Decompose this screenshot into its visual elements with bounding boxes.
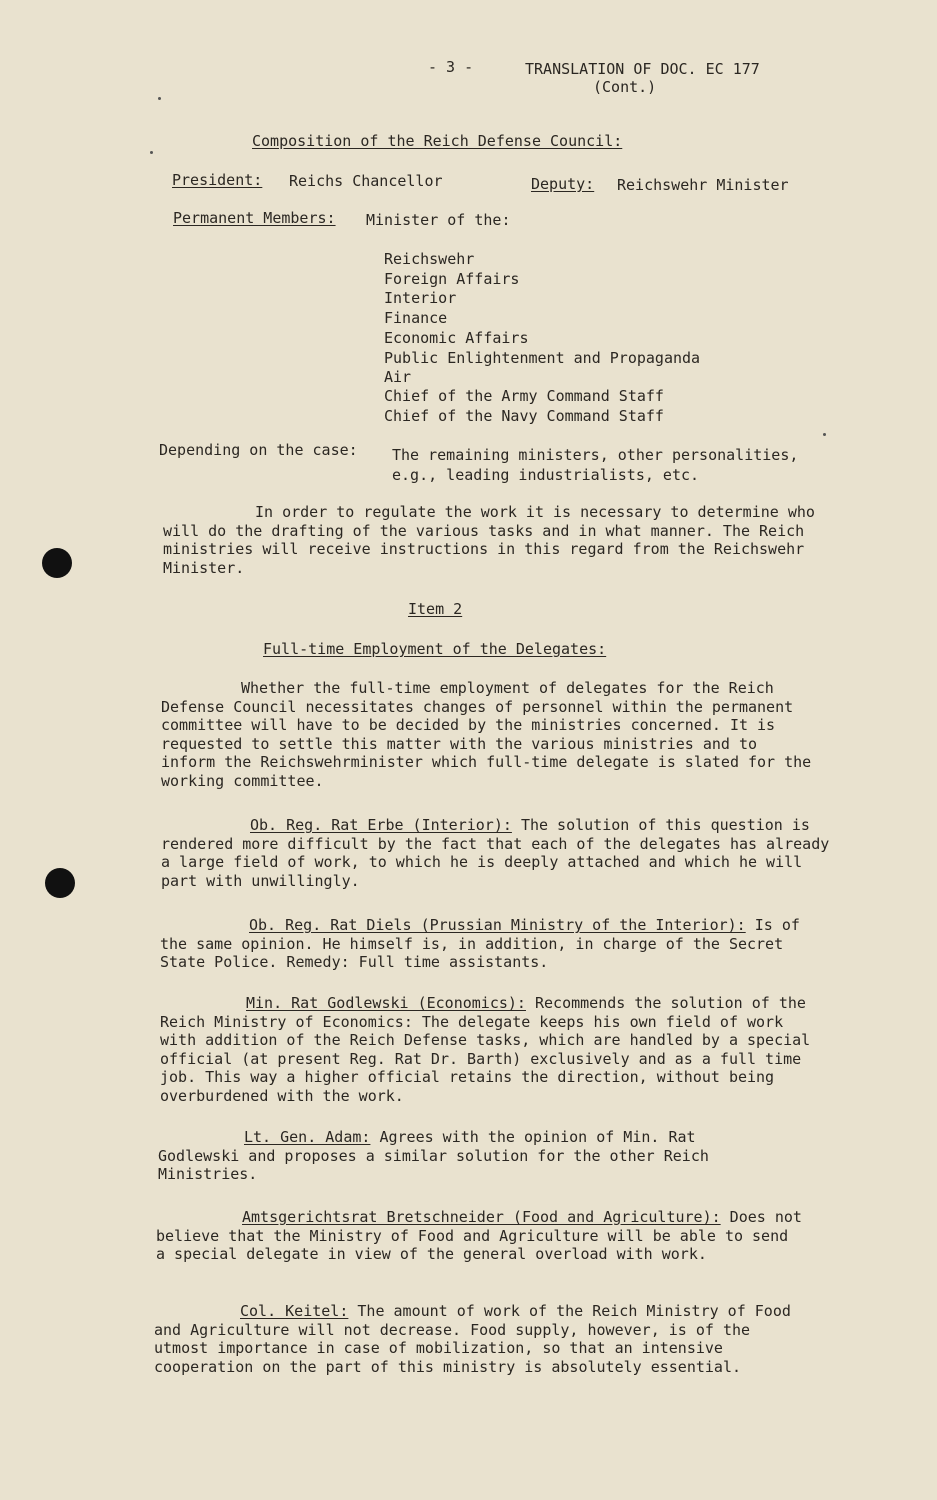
list-item: Economic Affairs — [384, 329, 529, 347]
speaker-name: Lt. Gen. Adam: — [244, 1128, 371, 1146]
doc-title-cont: (Cont.) — [593, 78, 657, 96]
depending-text-line1: The remaining ministers, other personalities, — [392, 446, 799, 464]
statement-text: Does not believe that the Ministry of Food and Agriculture will be able to send a special delegate in view of the general overload with work. — [156, 1208, 802, 1263]
paper-speck — [150, 151, 153, 154]
punch-hole-bottom — [45, 868, 75, 898]
page-number: - 3 - — [428, 58, 474, 76]
list-item: Public Enlightenment and Propaganda — [384, 349, 701, 367]
item-label: Item 2 — [408, 600, 463, 618]
speaker-name: Ob. Reg. Rat Erbe (Interior): — [250, 816, 512, 834]
depending-label: Depending on the case: — [159, 441, 358, 459]
list-item: Interior — [384, 289, 457, 307]
permanent-members-label: Permanent Members: — [173, 209, 336, 227]
statement-text: Agrees with the opinion of Min. Rat Godlewski and proposes a similar solution for the other Reich Ministries. — [158, 1128, 709, 1183]
statement-text: The amount of work of the Reich Ministry of Food and Agriculture will not decrease. Food supply, however, is of the utmost importance in case of mobilization, so that an intensive cooperation on the part of this ministry is absolutely essential. — [154, 1302, 791, 1376]
composition-heading: Composition of the Reich Defense Council: — [252, 132, 623, 150]
statement-text: Recommends the solution of the Reich Ministry of Economics: The delegate keeps his own field of work with addition of the Reich Defense tasks, which are handled by a special official (at present Reg. Rat Dr. Barth) exclusively and as a full time job. This way a higher official retains the direction, without being overburdened with the work. — [160, 994, 811, 1105]
speaker-name: Col. Keitel: — [240, 1302, 349, 1320]
intro-paragraph-text: In order to regulate the work it is necessary to determine who will do the drafting of the various tasks and in what manner. The Reich ministries will receive instructions in this regard from the Reichswehr Minister. — [163, 503, 815, 577]
statement-erbe — [161, 816, 833, 890]
speaker-name: Ob. Reg. Rat Diels (Prussian Ministry of the Interior): — [249, 916, 746, 934]
list-item: Chief of the Navy Command Staff — [384, 407, 664, 425]
permanent-members-intro: Minister of the: — [366, 211, 511, 229]
statement-text: The solution of this question is rendered more difficult by the fact that each of the delegates has already a large field of work, to which he is deeply attached and which he will part with unwillingly. — [161, 816, 830, 890]
doc-title: TRANSLATION OF DOC. EC 177 — [525, 60, 760, 78]
statement-bretschneider — [156, 1208, 806, 1264]
speaker-name: Amtsgerichtsrat Bretschneider (Food and Agriculture): — [242, 1208, 721, 1226]
speaker-name: Min. Rat Godlewski (Economics): — [246, 994, 526, 1012]
statement-diels — [160, 916, 815, 972]
item-heading: Full-time Employment of the Delegates: — [263, 640, 607, 658]
deputy-value: Reichswehr Minister — [617, 176, 789, 194]
depending-text-line2: e.g., leading industrialists, etc. — [392, 466, 700, 484]
president-label: President: — [172, 171, 263, 189]
paper-speck — [823, 433, 826, 436]
paper-speck — [158, 97, 161, 100]
list-item: Reichswehr — [384, 250, 475, 268]
item2-paragraph — [161, 679, 818, 790]
list-item: Air — [384, 368, 412, 386]
statement-keitel — [154, 1302, 804, 1376]
deputy-label: Deputy: — [531, 175, 595, 193]
statement-adam — [158, 1128, 758, 1184]
punch-hole-top — [42, 548, 72, 578]
statement-godlewski — [160, 994, 818, 1105]
item2-paragraph-text: Whether the full-time employment of delegates for the Reich Defense Council necessitates changes of personnel within the permanent committee will have to be decided by the ministries concerned. It is requested to settle this matter with the various ministries and to inform the Reichswehrminister which full-time delegate is slated for the working committee. — [161, 679, 812, 790]
list-item: Chief of the Army Command Staff — [384, 387, 664, 405]
list-item: Finance — [384, 309, 448, 327]
list-item: Foreign Affairs — [384, 270, 520, 288]
president-value: Reichs Chancellor — [289, 172, 443, 190]
intro-paragraph — [163, 503, 818, 577]
statement-text: Is of the same opinion. He himself is, in addition, in charge of the Secret State Police. Remedy: Full time assistants. — [160, 916, 800, 971]
